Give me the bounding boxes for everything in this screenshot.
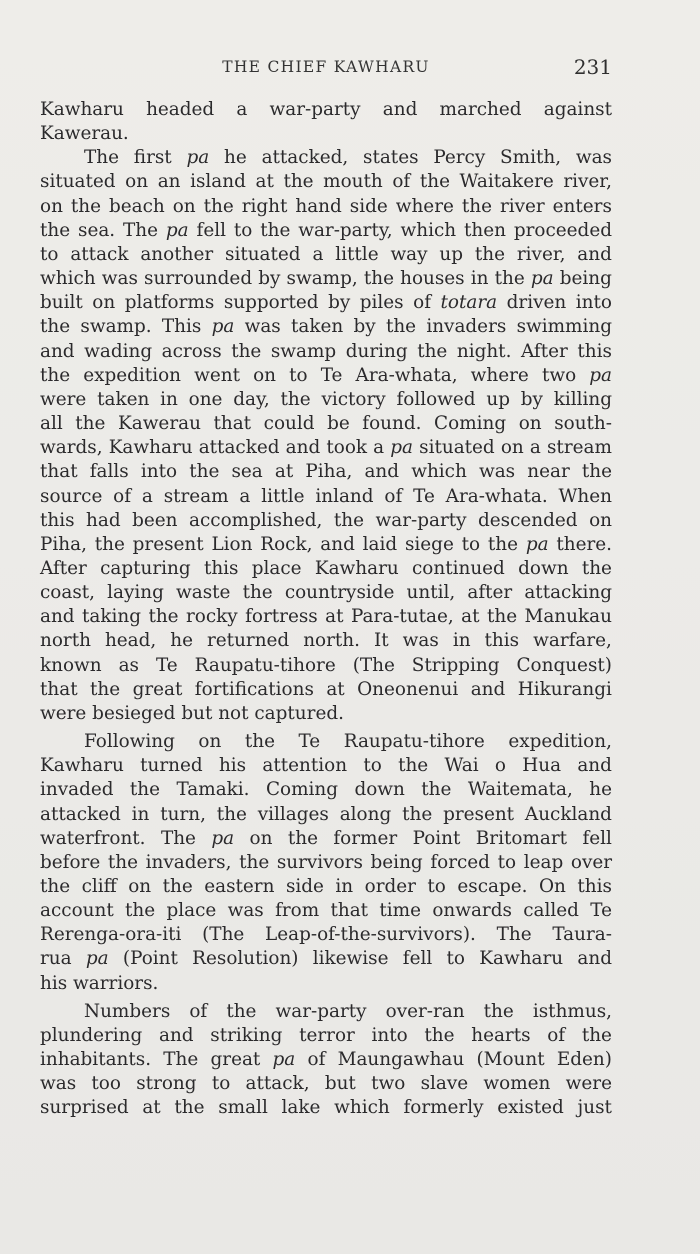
text-line: all the Kawerau that could be found. Coming on south-	[40, 413, 612, 435]
text-line: to attack another situated a little way up the river, and	[40, 243, 612, 265]
text-line: the expedition went on to Te Ara-whata, where two pa	[40, 364, 613, 386]
text-line: and taking the rocky fortress at Para-tutae, at the Manukau	[40, 606, 612, 628]
running-head	[40, 55, 612, 81]
text-line: which was surrounded by swamp, the houses in the pa being	[40, 268, 612, 290]
text-line: this had been accomplished, the war-party descended on	[40, 509, 612, 531]
text-line: surprised at the small lake which formerly existed just	[40, 1097, 612, 1119]
text-line: north head, he returned north. It was in this warfare,	[40, 630, 612, 652]
text-line: Numbers of the war-party over-ran the isthmus,	[84, 1000, 612, 1022]
text-line: that the great fortifications at Oneonenui and Hikurangi	[40, 678, 612, 700]
text-line: source of a stream a little inland of Te Ara-whata. When	[40, 485, 612, 507]
text-line: rua pa (Point Resolution) likewise fell to Kawharu and	[40, 948, 612, 970]
text-line: situated on an island at the mouth of the Waitakere river,	[40, 171, 612, 193]
text-line: Piha, the present Lion Rock, and laid siege to the pa there.	[40, 533, 613, 555]
text-line: and wading across the swamp during the night. After this	[40, 340, 612, 362]
page-number: 231	[573, 55, 612, 79]
text-line: invaded the Tamaki. Coming down the Waitemata, he	[40, 779, 612, 801]
text-line: built on platforms supported by piles of totara driven into	[40, 292, 612, 314]
text-line: Rerenga-ora-iti (The Leap-of-the-survivors). The Taura-	[40, 924, 612, 946]
text-line: waterfront. The pa on the former Point Britomart fell	[40, 827, 612, 849]
text-line: before the invaders, the survivors being forced to leap over	[40, 851, 613, 873]
text-line: the sea. The pa fell to the war-party, which then proceeded	[40, 219, 612, 241]
text-line: on the beach on the right hand side where the river enters	[40, 195, 612, 217]
text-line: known as Te Raupatu-tihore (The Stripping Conquest)	[40, 654, 612, 676]
text-line: Kawharu turned his attention to the Wai o Hua and	[40, 755, 612, 777]
text-line: were taken in one day, the victory followed up by killing	[40, 388, 612, 410]
paragraph-3	[40, 730, 612, 996]
text-line: plundering and striking terror into the hearts of the	[40, 1024, 612, 1046]
text-line: that falls into the sea at Piha, and which was near the	[40, 461, 613, 483]
running-title: THE CHIEF KAWHARU	[222, 58, 430, 76]
text-line: account the place was from that time onwards called Te	[40, 900, 612, 922]
text-line: was too strong to attack, but two slave women were	[40, 1073, 612, 1095]
text-line: After capturing this place Kawharu continued down the	[40, 557, 612, 579]
text-line: were besieged but not captured.	[40, 702, 344, 724]
body-text	[40, 98, 612, 1121]
paragraph-1	[40, 98, 612, 146]
text-line: the swamp. This pa was taken by the invaders swimming	[40, 316, 612, 338]
text-line: inhabitants. The great pa of Maungawhau (Mount Eden)	[40, 1049, 612, 1071]
text-line: Following on the Te Raupatu-tihore expedition,	[84, 731, 612, 753]
text-line: The first pa he attacked, states Percy Smith, was	[84, 147, 612, 169]
text-line: the cliff on the eastern side in order to escape. On this	[40, 876, 612, 897]
paragraph-2	[40, 146, 612, 726]
text-line: coast, laying waste the countryside until, after attacking	[40, 582, 612, 604]
text-line: Kawharu headed a war-party and marched against	[40, 99, 612, 120]
text-line: wards, Kawharu attacked and took a pa situated on a stream	[40, 437, 612, 459]
text-line: Kawerau.	[40, 123, 129, 145]
text-line: attacked in turn, the villages along the present Auckland	[40, 803, 612, 825]
text-line: his warriors.	[40, 972, 159, 994]
paragraph-4	[40, 1000, 612, 1121]
